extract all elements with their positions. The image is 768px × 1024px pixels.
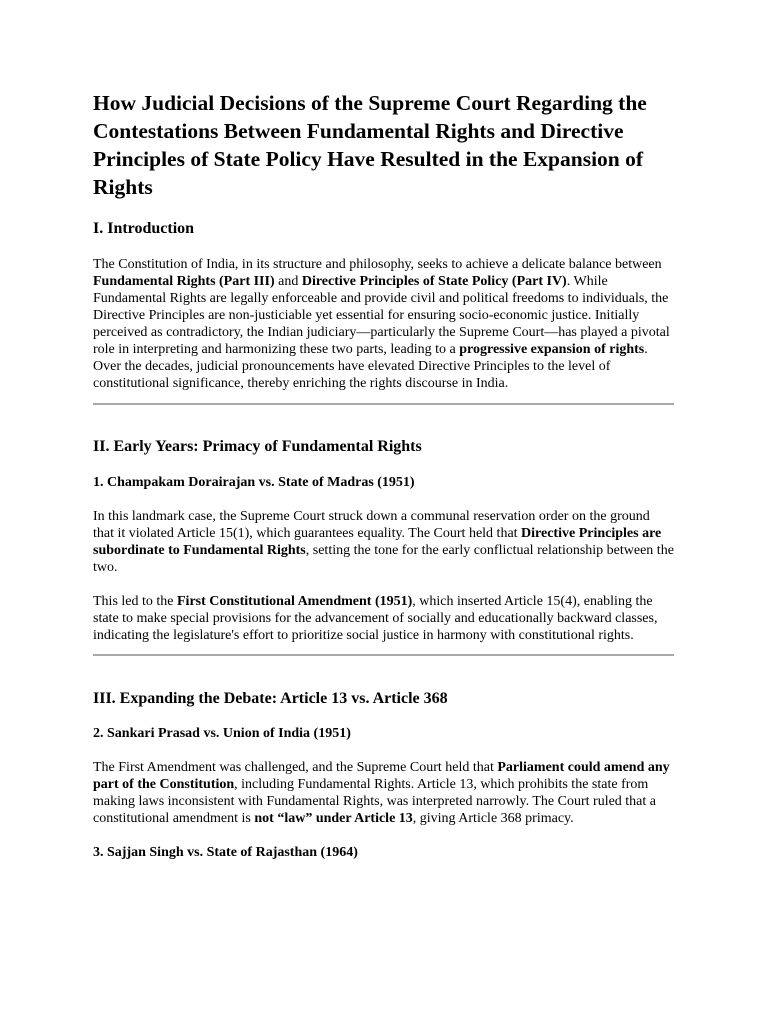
text-run: The First Amendment was challenged, and the Supreme Court held that xyxy=(93,760,498,775)
text-run: , including Fundamental Rights. Article 13, which prohibits the state from making laws inconsistent with Fundamental Rights, was interpreted narrowly. The Court ruled that a constitutional amendment is xyxy=(93,777,657,826)
section-heading-early-years: II. Early Years: Primacy of Fundamental Rights xyxy=(93,438,422,455)
text-run: In this landmark case, the Supreme Court struck down a communal reservation order on the ground that it violated Article 15(1), which guarantees equality. The Court held that xyxy=(93,509,650,541)
bold-term-first-amendment: First Constitutional Amendment (1951) xyxy=(177,594,413,609)
section-heading-introduction: I. Introduction xyxy=(93,220,195,237)
text-run: , giving Article 368 primacy. xyxy=(412,811,574,826)
text-run: , which inserted Article 15(4), enabling the state to make special provisions for the advancement of socially and educationally backward classes, indicating the legislature's effort to prioritize social justice in harmony with constitutional rights. xyxy=(93,594,658,643)
bold-term-progressive-expansion: progressive expansion of rights xyxy=(459,342,645,357)
bold-term-fundamental-rights: Fundamental Rights (Part III) xyxy=(93,274,275,289)
text-run: This led to the xyxy=(93,594,177,609)
section-divider xyxy=(93,654,674,656)
text-run: . Over the decades, judicial pronouncements have elevated Directive Principles to the level of constitutional significance, thereby enriching the rights discourse in India. xyxy=(93,342,648,391)
case-heading-sajjan-singh: 3. Sajjan Singh vs. State of Rajasthan (1964) xyxy=(93,845,358,860)
text-run: and xyxy=(274,274,302,289)
bold-term-parliament-amend: Parliament could amend any part of the Constitution xyxy=(93,760,670,792)
case-paragraph-sankari-prasad xyxy=(93,759,674,827)
bold-term-not-law: not “law” under Article 13 xyxy=(254,811,413,826)
text-run: . While Fundamental Rights are legally enforceable and provide civil and political freedoms to individuals, the Directive Principles are non-justiciable yet essential for ensuring socio-economic justice. Initially perceived as contradictory, the Indian judiciary—particularly the Supreme Court—has played a pivotal role in interpreting and harmonizing these two parts, leading to a xyxy=(93,274,670,357)
text-run: The Constitution of India, in its structure and philosophy, seeks to achieve a delicate balance between xyxy=(93,257,662,272)
case-paragraph-champakam xyxy=(93,508,674,576)
case-heading-champakam: 1. Champakam Dorairajan vs. State of Madras (1951) xyxy=(93,475,415,490)
document-title: How Judicial Decisions of the Supreme Court Regarding the Contestations Between Fundamental Rights and Directive Principles of State Policy Have Resulted in the Expansion of Rights xyxy=(93,91,647,199)
introduction-paragraph xyxy=(93,256,674,392)
text-run: , setting the tone for the early conflictual relationship between the two. xyxy=(93,543,674,575)
case-heading-sankari-prasad: 2. Sankari Prasad vs. Union of India (1951) xyxy=(93,726,351,741)
section-heading-debate: III. Expanding the Debate: Article 13 vs. Article 368 xyxy=(93,690,448,707)
bold-term-directive-principles: Directive Principles of State Policy (Part IV) xyxy=(301,274,567,289)
bold-term-subordinate: Directive Principles are subordinate to Fundamental Rights xyxy=(93,526,662,558)
section-divider xyxy=(93,403,674,405)
amendment-paragraph xyxy=(93,593,674,644)
